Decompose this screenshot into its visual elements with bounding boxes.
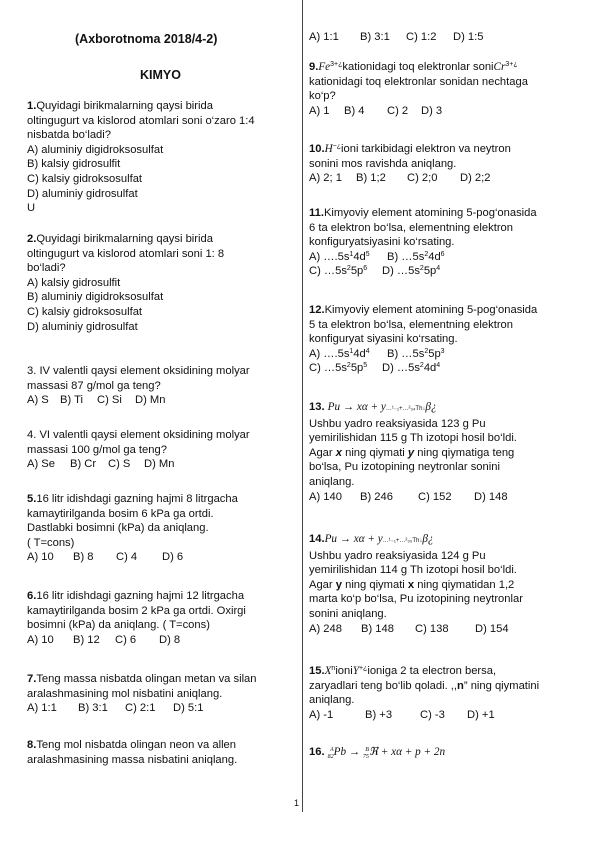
option: D) aluminiy gidrosulfat (27, 320, 138, 333)
question-text: 3. IV valentli qaysi element oksidining molyar (27, 365, 250, 377)
option: B) Ti (60, 394, 83, 407)
option: A) 10 (27, 551, 54, 564)
option: A) S (27, 394, 49, 407)
question-text: ioni tarkibidagi elektron va neytron (341, 143, 511, 155)
option: D) aluminiy gidrosulfat (27, 187, 138, 200)
question-text: konfiguryat siyasini ko‘rsating. (309, 333, 458, 346)
option: D) 2;2 (460, 172, 491, 185)
question-text: Agar x ning qiymati y ning qiymatiga teng (309, 446, 515, 459)
ion-y-symbol: Y (352, 665, 359, 677)
question-text: oltingugurt va kislorod atomlari soni o‘zaro 1:4 (27, 114, 255, 127)
question-text: bosimni (kPa) da aniqlang. ( T=cons) (27, 619, 210, 632)
question-number: 6. (27, 590, 37, 602)
option: A) 1:1 (309, 31, 339, 43)
option: D) 5:1 (173, 702, 204, 715)
option: B) 3:1 (78, 702, 108, 715)
option: B) 246 (360, 490, 393, 503)
question-text: kamaytirilganda bosim 6 kPa ga ortdi. (27, 507, 214, 520)
question-text: Agar y ning qiymati x ning qiymatidan 1,2 (309, 578, 515, 591)
charge: 3+¿ (505, 61, 518, 68)
option: B) Cr (70, 458, 97, 471)
question-number: 16. (309, 746, 325, 758)
option-c: C) $\dots 5s^25p^6$ (309, 265, 368, 278)
question-text: bo‘lsa, Pu izotopining neytronlar sonini (309, 461, 500, 474)
question-16 (309, 745, 594, 761)
option: C) 152 (418, 490, 452, 503)
chromium-symbol: Cr (493, 61, 506, 73)
question-text: Teng mol nisbatda olingan neon va allen (36, 739, 236, 751)
question-text: aniqlang. (309, 694, 355, 707)
question-text: aniqlang. (309, 475, 355, 488)
question-text: 6 ta elektron bo‘lsa, elementning elektron (309, 221, 513, 234)
question-2 (27, 232, 302, 334)
option: A) 1 (309, 104, 330, 117)
question-text: kationidagi toq elektronlar sonidan nechtaga (309, 75, 528, 88)
question-text: sonini mos ravishda aniqlang. (309, 157, 457, 170)
question-8 (27, 738, 302, 767)
question-text: ko‘p? (309, 90, 336, 103)
subject-title: KIMYO (140, 68, 181, 82)
option: C) 2 (387, 104, 409, 117)
question-text: nisbatda bo‘ladi? (27, 129, 111, 142)
question-text: Quyidagi birikmalarning qaysi birida (36, 233, 213, 245)
question-text: ioni (335, 665, 353, 677)
question-3 (27, 364, 302, 408)
option: D) 6 (162, 551, 184, 564)
option-a: A) $\dots.5s^14d^5$ (309, 250, 370, 263)
header-title: (Axborotnoma 2018/4-2) (75, 32, 218, 46)
question-number: 8. (27, 739, 37, 751)
question-13 (309, 400, 594, 504)
question-number: 14. (309, 533, 325, 545)
question-text: Quyidagi birikmalarning qaysi birida (36, 100, 213, 112)
question-10 (309, 142, 594, 186)
option: C) 1:2 (406, 31, 437, 43)
option: C) Si (97, 394, 122, 407)
question-text: Kimyoviy element atomining 5-pog‘onasida (324, 304, 538, 316)
question-text: konfiguryatsiyasini ko‘rsating. (309, 236, 455, 249)
question-12 (309, 303, 594, 376)
question-7 (27, 672, 302, 716)
option: D) Mn (135, 394, 166, 407)
option: A) aluminiy digidroksosulfat (27, 143, 164, 156)
charge: 3+¿ (330, 61, 343, 68)
question-text: massasi 100 g/mol ga teng? (27, 443, 167, 456)
question-5 (27, 492, 302, 565)
question-number: 2. (27, 233, 37, 245)
reaction-formula-end: β¿ (425, 401, 437, 413)
option: C) kalsiy gidroksosulfat (27, 172, 143, 185)
question-text: oltingugurt va kislorod atomlari soni 1: 8 (27, 247, 225, 260)
question-number: 5. (27, 493, 37, 505)
option: B) 12 (73, 633, 100, 646)
question-text: 16 litr idishdagi gazning hajmi 8 litrgacha (36, 493, 238, 505)
option: C) 6 (115, 633, 137, 646)
question-11 (309, 206, 594, 279)
question-text: 4. VI valentli qaysi element oksidining molyar (27, 429, 250, 441)
option: A) 140 (309, 490, 342, 503)
question-text: Kimyoviy element atomining 5-pog‘onasida (323, 207, 537, 219)
option: D) 3 (421, 104, 443, 117)
question-15 (309, 664, 596, 722)
question-text: ( T=cons) (27, 536, 75, 549)
option-b: B) $\dots 5s^25p^3$ (387, 347, 445, 360)
question-text: kamaytirilganda bosim 2 kPa ga ortdi. Oxirgi (27, 604, 246, 617)
question-number: 7. (27, 673, 37, 685)
question-text: zaryadlari teng bo‘lib qoladi. ,,n” ning qiymatini (309, 679, 540, 692)
option-d: D) $\dots 5s^24d^4$ (382, 362, 441, 375)
question-text: 5 ta elektron bo‘lsa, elementning elektron (309, 318, 513, 331)
hydrogen-symbol: H (324, 143, 333, 155)
reaction-formula: Pu → xα + y (324, 533, 383, 545)
option: B) kalsiy gidrosulfit (27, 158, 121, 171)
option: D) Mn (144, 458, 175, 471)
option: D) 154 (475, 622, 509, 635)
option: B) +3 (365, 708, 393, 721)
option: C) kalsiy gidroksosulfat (27, 305, 143, 318)
option: C) 4 (116, 551, 138, 564)
question-text: aralashmasining mol nisbatini aniqlang. (27, 687, 223, 700)
question-number: 12. (309, 304, 325, 316)
question-text: Ushbu yadro reaksiyasida 123 g Pu (309, 417, 486, 430)
column-divider (302, 0, 303, 812)
option: B) 3:1 (360, 31, 390, 43)
question-text: aralashmasining massa nisbatini aniqlang. (27, 753, 238, 766)
question-number: 15. (309, 665, 325, 677)
reaction-formula: Pu → xα + y (327, 401, 386, 413)
question-4 (27, 428, 302, 472)
question-text: yemirilishidan 114 g Th izotopi hosil bo‘ldi. (309, 564, 517, 577)
question-text: kationidagi toq elektronlar soni (342, 61, 494, 73)
option: A) 10 (27, 633, 54, 646)
option: D) 148 (474, 490, 508, 503)
stray-text: U (27, 202, 36, 215)
question-number: 13. (309, 401, 325, 413)
option: D) 8 (159, 633, 181, 646)
option-c: C) $\dots 5s^25p^5$ (309, 362, 368, 375)
question-1 (27, 99, 302, 216)
ion-x-symbol: X (324, 665, 332, 677)
question-text: ioniga 2 ta electron bersa, (367, 665, 497, 677)
question-text: marta ko‘p bo‘lsa, Pu izotopining neytronlar (309, 593, 523, 606)
reaction-formula-end: β¿ (422, 533, 434, 545)
question-text: yemirilishidan 115 g Th izotopi hosil bo‘ldi. (309, 432, 517, 445)
option: D) 1:5 (453, 31, 484, 43)
question-text: massasi 87 g/mol ga teng? (27, 379, 161, 392)
option: A) 2; 1 (309, 172, 342, 185)
option: C) 2;0 (407, 172, 438, 185)
option: A) 248 (309, 622, 342, 635)
option: C) -3 (420, 708, 445, 721)
option: C) 2:1 (125, 702, 156, 715)
question-number: 10. (309, 143, 325, 155)
option: A) Se (27, 458, 55, 471)
question-number: 9. (309, 61, 319, 73)
charge: n (331, 665, 336, 672)
question-14 (309, 532, 594, 636)
option: A) -1 (309, 708, 334, 721)
option-a: A) $\dots.5s^14d^4$ (309, 347, 370, 360)
option: B) 1;2 (356, 172, 386, 185)
option: C) 138 (415, 622, 449, 635)
option: D) +1 (467, 708, 495, 721)
charge: +¿ (358, 665, 368, 672)
iron-symbol: Fe (318, 61, 331, 73)
question-text: Dastlabki bosimni (kPa) da aniqlang. (27, 522, 209, 535)
question-text: bo‘ladi? (27, 262, 66, 275)
question-8-options (309, 30, 589, 45)
option-b: B) $\dots 5s^24d^6$ (387, 250, 445, 263)
option-d: D) $\dots 5s^25p^4$ (382, 265, 441, 278)
option: B) 4 (344, 104, 365, 117)
question-text: Teng massa nisbatda olingan metan va silan (36, 673, 257, 685)
option: A) 1:1 (27, 702, 57, 715)
option: A) kalsiy gidrosulfit (27, 276, 121, 289)
question-text: sonini aniqlang. (309, 607, 387, 620)
option: C) S (108, 458, 131, 471)
question-text: Ushbu yadro reaksiyasida 124 g Pu (309, 549, 486, 562)
question-text: 16 litr idishdagi gazning hajmi 12 litrgacha (36, 590, 245, 602)
nuclear-reaction: A 82Pb → B 75ℜ + xα + p + 2n (327, 746, 446, 760)
option: B) aluminiy digidroksosulfat (27, 291, 164, 304)
question-number: 1. (27, 100, 37, 112)
question-6 (27, 589, 302, 647)
option: B) 8 (73, 551, 94, 564)
reaction-formula-small: …¹₋₁+…²₃₄Th↓ (385, 406, 426, 412)
option: B) 148 (361, 622, 394, 635)
charge: −¿ (332, 143, 342, 150)
page-number: 1 (294, 798, 300, 808)
question-number: 11. (309, 207, 324, 219)
reaction-formula-small: …¹₋₁+…²₃₀Th↓ (382, 538, 423, 544)
question-9 (309, 60, 594, 118)
